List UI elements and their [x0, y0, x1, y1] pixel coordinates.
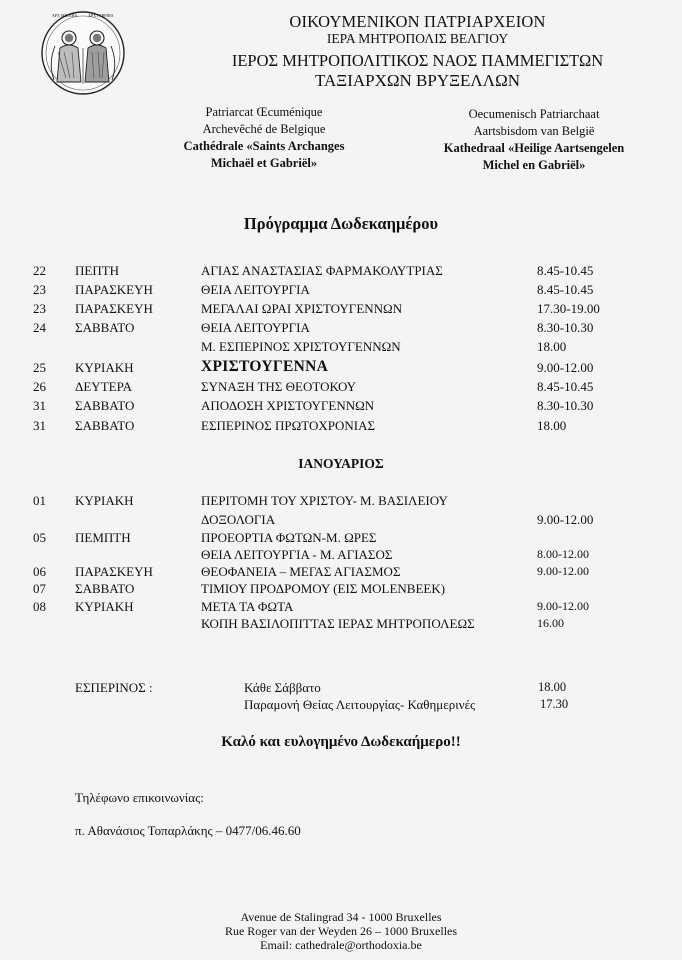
row-day: 22 — [33, 263, 46, 278]
row-day: 08 — [33, 599, 46, 614]
vespers-item-1: Κάθε Σάββατο — [244, 680, 321, 695]
row-weekday: ΣΑΒΒΑΤΟ — [75, 581, 135, 596]
archangels-seal-icon — [40, 8, 126, 98]
row-service: ΚΟΠΗ ΒΑΣΙΛΟΠΙΤΤΑΣ ΙΕΡΑΣ ΜΗΤΡΟΠΟΛΕΩΣ — [201, 616, 475, 631]
row-day: 25 — [33, 360, 46, 375]
header-line-2: ΙΕΡΑ ΜΗΤΡΟΠΟΛΙΣ ΒΕΛΓΙΟΥ — [326, 31, 509, 46]
schedule-row — [0, 616, 682, 634]
row-service: ΜΕΤΑ ΤΑ ΦΩΤΑ — [201, 599, 294, 614]
row-service: ΣΥΝΑΞΗ ΤΗΣ ΘΕΟΤΟΚΟΥ — [201, 379, 357, 394]
vespers-item-2: Παραμονή Θείας Λειτουργίας- Καθημερινές — [244, 697, 476, 712]
footer-address-1: Avenue de Stalingrad 34 - 1000 Bruxelles — [240, 910, 442, 924]
french-line-4: Michaël et Gabriël» — [210, 156, 318, 170]
row-time: 8.45-10.45 — [537, 263, 594, 278]
seal-label-left: ΑΡΧ ΜΙΧΑΗΛ — [52, 13, 78, 18]
row-time: 16.00 — [537, 616, 564, 630]
row-service: ΑΓΙΑΣ ΑΝΑΣΤΑΣΙΑΣ ΦΑΡΜΑΚΟΛΥΤΡΙΑΣ — [201, 263, 443, 278]
dutch-line-1: Oecumenisch Patriarchaat — [468, 107, 600, 121]
header-line-1: ΟΙΚΟΥΜΕΝΙΚΟΝ ΠΑΤΡΙΑΡΧΕΙΟΝ — [289, 12, 546, 31]
row-time: 9.00-12.00 — [537, 564, 589, 578]
row-service: ΧΡΙΣΤΟΥΓΕΝΝΑ — [201, 358, 329, 375]
row-weekday: ΠΑΡΑΣΚΕΥΗ — [75, 282, 153, 297]
row-day: 06 — [33, 564, 46, 579]
row-service: ΜΕΓΑΛΑΙ ΩΡΑΙ ΧΡΙΣΤΟΥΓΕΝΝΩΝ — [201, 301, 403, 316]
schedule-row — [0, 320, 682, 338]
schedule-row — [0, 530, 682, 548]
dutch-line-4: Michel en Gabriël» — [482, 158, 586, 172]
french-line-2: Archevêché de Belgique — [202, 122, 326, 136]
dutch-line-2: Aartsbisdom van België — [473, 124, 595, 138]
schedule-row — [0, 379, 682, 397]
schedule-row — [0, 564, 682, 582]
row-time: 17.30-19.00 — [537, 301, 600, 316]
row-time: 8.30-10.30 — [537, 320, 594, 335]
row-service: ΤΙΜΙΟΥ ΠΡΟΔΡΟΜΟΥ (ΕΙΣ MOLENBEEK) — [201, 581, 446, 596]
schedule-row — [0, 599, 682, 617]
row-time: 8.30-10.30 — [537, 398, 594, 413]
row-weekday: ΣΑΒΒΑΤΟ — [75, 398, 135, 413]
row-service: ΔΟΞΟΛΟΓΙΑ — [201, 512, 276, 527]
schedule-row — [0, 339, 682, 357]
french-line-3: Cathédrale «Saints Archanges — [183, 139, 345, 153]
schedule-row — [0, 547, 682, 565]
row-weekday: ΠΑΡΑΣΚΕΥΗ — [75, 301, 153, 316]
row-service: ΘΕΙΑ ΛΕΙΤΟΥΡΓΙΑ - Μ. ΑΓΙΑΣΟΣ — [201, 547, 393, 562]
french-block — [150, 104, 378, 172]
schedule-row — [0, 493, 682, 511]
row-service: Μ. ΕΣΠΕΡΙΝΟΣ ΧΡΙΣΤΟΥΓΕΝΝΩΝ — [201, 339, 401, 354]
row-day: 23 — [33, 301, 46, 316]
row-weekday: ΠΕΜΠΤΗ — [75, 530, 131, 545]
row-service: ΠΕΡΙΤΟΜΗ ΤΟΥ ΧΡΙΣΤΟΥ- Μ. ΒΑΣΙΛΕΙΟΥ — [201, 493, 448, 508]
month-heading: ΙΑΝΟΥΑΡΙΟΣ — [298, 456, 384, 471]
row-service: ΑΠΟΔΟΣΗ ΧΡΙΣΤΟΥΓΕΝΝΩΝ — [201, 398, 375, 413]
contact-label: Τηλέφωνο επικοινωνίας: — [75, 790, 204, 805]
schedule-row — [0, 282, 682, 300]
schedule-row — [0, 418, 682, 436]
row-time: 9.00-12.00 — [537, 599, 589, 613]
schedule-row — [0, 512, 682, 530]
row-service: ΘΕΟΦΑΝΕΙΑ – ΜΕΓΑΣ ΑΓΙΑΣΜΟΣ — [201, 564, 401, 579]
row-day: 23 — [33, 282, 46, 297]
row-time: 8.00-12.00 — [537, 547, 589, 561]
vespers-time-1: 18.00 — [538, 680, 567, 694]
row-service: ΘΕΙΑ ΛΕΙΤΟΥΡΓΙΑ — [201, 320, 310, 335]
row-time: 9.00-12.00 — [537, 360, 594, 375]
row-weekday: ΠΕΠΤΗ — [75, 263, 120, 278]
schedule-row — [0, 301, 682, 319]
program-title: Πρόγραμμα Δωδεκαημέρου — [243, 214, 439, 233]
header-line-3: ΙΕΡΟΣ ΜΗΤΡΟΠΟΛΙΤΙΚΟΣ ΝΑΟΣ ΠΑΜΜΕΓΙΣΤΩΝ — [231, 51, 604, 70]
dutch-block — [410, 106, 658, 174]
row-weekday: ΚΥΡΙΑΚΗ — [75, 599, 134, 614]
vespers-time-2: 17.30 — [540, 697, 569, 711]
row-time: 18.00 — [537, 418, 567, 433]
french-line-1: Patriarcat Œcuménique — [205, 105, 323, 119]
row-day: 24 — [33, 320, 46, 335]
row-weekday: ΚΥΡΙΑΚΗ — [75, 493, 134, 508]
seal-label-right: ΑΡΧ ΓΑΒΡΙΗΛ — [88, 13, 114, 18]
contact-person: π. Αθανάσιος Τοπαρλάκης – 0477/06.46.60 — [75, 823, 301, 838]
row-day: 31 — [33, 418, 46, 433]
schedule-row — [0, 581, 682, 599]
row-time: 8.45-10.45 — [537, 282, 594, 297]
row-weekday: ΚΥΡΙΑΚΗ — [75, 360, 134, 375]
dutch-line-3: Kathedraal «Heilige Aartsengelen — [443, 141, 625, 155]
row-service: ΘΕΙΑ ΛΕΙΤΟΥΡΓΙΑ — [201, 282, 310, 297]
row-day: 26 — [33, 379, 46, 394]
schedule-row — [0, 360, 682, 378]
row-time: 18.00 — [537, 339, 567, 354]
row-day: 07 — [33, 581, 46, 596]
header-line-4: ΤΑΞΙΑΡΧΩΝ ΒΡΥΞΕΛΛΩΝ — [314, 71, 520, 90]
schedule-row — [0, 263, 682, 281]
footer-address-2: Rue Roger van der Weyden 26 – 1000 Bruxelles — [224, 924, 458, 938]
row-time: 9.00-12.00 — [537, 512, 594, 527]
row-weekday: ΣΑΒΒΑΤΟ — [75, 320, 135, 335]
row-service: ΠΡΟΕΟΡΤΙΑ ΦΩΤΩΝ-Μ. ΩΡΕΣ — [201, 530, 377, 545]
row-weekday: ΔΕΥΤΕΡΑ — [75, 379, 133, 394]
footer-email: Email: cathedrale@orthodoxia.be — [260, 938, 422, 952]
row-weekday: ΣΑΒΒΑΤΟ — [75, 418, 135, 433]
row-day: 05 — [33, 530, 46, 545]
greeting: Καλό και ευλογημένο Δωδεκαήμερο!! — [221, 734, 461, 750]
vespers-label: ΕΣΠΕΡΙΝΟΣ : — [75, 680, 153, 695]
row-day: 31 — [33, 398, 46, 413]
row-day: 01 — [33, 493, 46, 508]
schedule-row — [0, 398, 682, 416]
row-service: ΕΣΠΕΡΙΝΟΣ ΠΡΩΤΟΧΡΟΝΙΑΣ — [201, 418, 376, 433]
row-weekday: ΠΑΡΑΣΚΕΥΗ — [75, 564, 153, 579]
row-time: 8.45-10.45 — [537, 379, 594, 394]
